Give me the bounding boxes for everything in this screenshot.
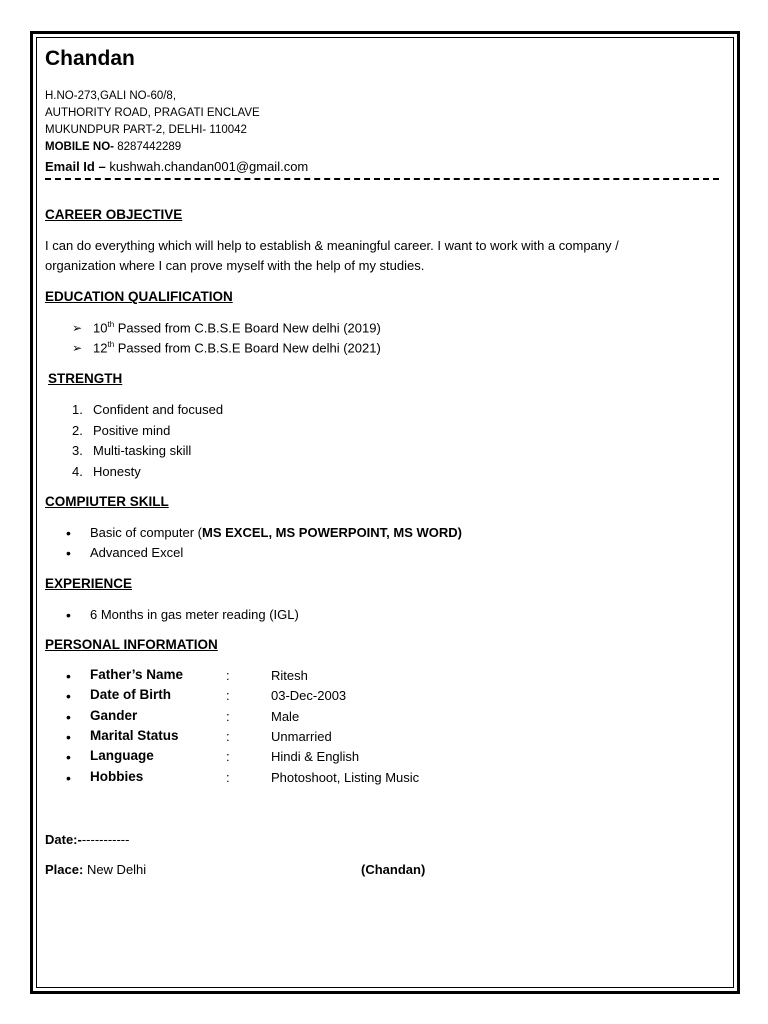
email-label: Email Id –	[45, 159, 106, 174]
email-line	[45, 159, 308, 174]
personal-colon: :	[226, 668, 230, 683]
personal-colon: :	[226, 749, 230, 764]
personal-colon: :	[226, 709, 230, 724]
bullet-icon: •	[66, 525, 71, 541]
personal-value: Unmarried	[271, 729, 332, 744]
page-border	[30, 31, 740, 994]
personal-value: 03-Dec-2003	[271, 688, 347, 703]
email-value: kushwah.chandan001@gmail.com	[109, 159, 309, 174]
personal-value: Photoshoot, Listing Music	[271, 770, 420, 785]
arrow-bullet-icon: ➢	[72, 341, 83, 355]
signature: (Chandan)	[361, 862, 426, 877]
experience-heading: EXPERIENCE	[45, 576, 133, 591]
address-line-3: MUKUNDPUR PART-2, DELHI- 110042	[45, 124, 247, 136]
mobile-label: MOBILE NO-	[45, 141, 114, 153]
bullet-icon: •	[66, 668, 71, 684]
bullet-icon: •	[66, 545, 71, 561]
career-objective-line-2: organization where I can prove myself with the help of my studies.	[45, 258, 425, 273]
bullet-icon: •	[66, 709, 71, 725]
personal-value: Hindi & English	[271, 749, 360, 764]
personal-label: Gander	[90, 708, 138, 723]
personal-label: Date of Birth	[90, 687, 171, 702]
personal-colon: :	[226, 688, 230, 703]
personal-label: Language	[90, 748, 154, 763]
personal-label: Hobbies	[90, 769, 144, 784]
computer-skill-heading: COMPIUTER SKILL	[45, 494, 169, 509]
bullet-icon: •	[66, 749, 71, 765]
personal-label: Marital Status	[90, 728, 179, 743]
date-value: -----------	[81, 832, 130, 847]
date-line	[45, 832, 129, 847]
arrow-bullet-icon: ➢	[72, 321, 83, 335]
personal-value: Ritesh	[271, 668, 308, 683]
personal-colon: :	[226, 770, 230, 785]
career-objective-line-1: I can do everything which will help to establish & meaningful career. I want to work with a company /	[45, 238, 619, 253]
personal-label: Father’s Name	[90, 667, 184, 682]
address-line-1: H.NO-273,GALI NO-60/8,	[45, 90, 177, 102]
career-objective-heading: CAREER OBJECTIVE	[45, 207, 183, 222]
date-label: Date:-	[45, 832, 82, 847]
personal-colon: :	[226, 729, 230, 744]
header-divider	[45, 178, 719, 180]
bullet-icon: •	[66, 729, 71, 745]
bullet-icon: •	[66, 770, 71, 786]
mobile-value: 8287442289	[117, 141, 182, 153]
address-line-2: AUTHORITY ROAD, PRAGATI ENCLAVE	[45, 107, 260, 119]
bullet-icon: •	[66, 607, 71, 623]
place-value: New Delhi	[86, 862, 147, 877]
candidate-name: Chandan	[45, 47, 135, 70]
personal-value: Male	[271, 709, 300, 724]
bullet-icon: •	[66, 688, 71, 704]
personal-info-heading: PERSONAL INFORMATION	[45, 637, 218, 652]
place-label: Place:	[45, 862, 84, 877]
mobile-line	[45, 141, 181, 153]
strength-heading: STRENGTH	[48, 371, 123, 386]
education-heading: EDUCATION QUALIFICATION	[45, 289, 233, 304]
place-line	[45, 862, 146, 877]
